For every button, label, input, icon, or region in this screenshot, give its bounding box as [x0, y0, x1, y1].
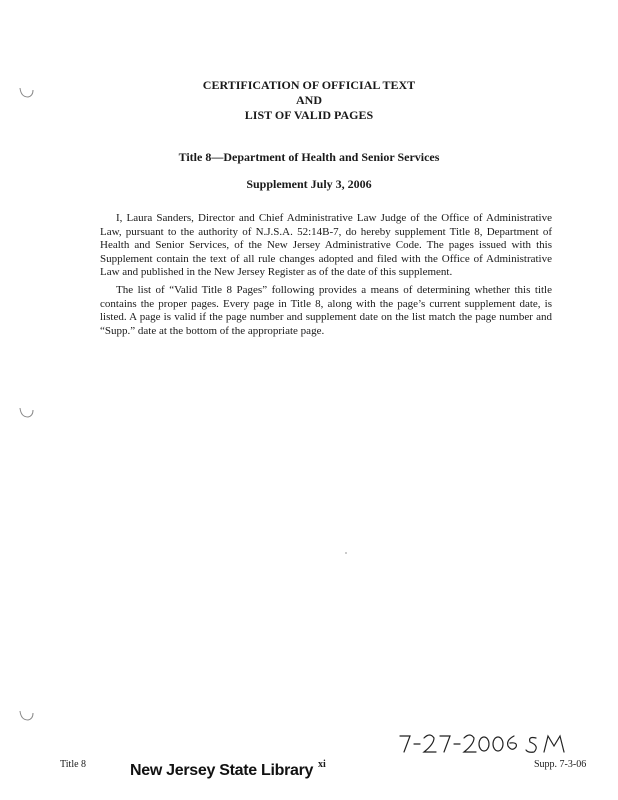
title-line-3: LIST OF VALID PAGES: [244, 108, 374, 122]
paragraph-1-text: I, Laura Sanders, Director and Chief Administrative Law Judge of the Office of Administrative Law, pursuant to the authority of N.J.S.A. 52:14B-7, do hereby supplement Title 8, Department of Health and Senior Services, of the New Jersey Administrative Code. The pages issued with this Supplement contain the text of all rule changes adopted and filed with the Office of Administrative Law and published in the New Jersey Register as of the date of this supplement.: [100, 212, 552, 279]
punch-hole-icon: [18, 402, 36, 420]
supplement-heading: Supplement July 3, 2006: [246, 177, 372, 191]
title-line-1: CERTIFICATION OF OFFICIAL TEXT: [202, 78, 416, 92]
punch-hole-icon: [18, 705, 36, 723]
handwritten-signature-icon: [396, 728, 576, 756]
certification-paragraph: [100, 212, 552, 280]
paragraph-2-text: The list of “Valid Title 8 Pages” following provides a means of determining whether this title contains the proper pages. Every page in Title 8, along with the page’s current supplement date, is listed. A page is valid if the page number and supplement date on the list match the page number and “Supp.” date at the bottom of the appropriate page.: [100, 284, 552, 337]
valid-pages-paragraph: [100, 284, 552, 338]
certification-title: [0, 78, 618, 123]
footer-title: Title 8: [60, 759, 87, 770]
footer-page-number: xi: [318, 759, 326, 770]
department-heading: Title 8—Department of Health and Senior Services: [178, 150, 440, 164]
library-stamp: New Jersey State Library: [130, 762, 314, 779]
scan-speck: [345, 552, 347, 554]
title-line-2: AND: [296, 93, 322, 107]
footer-supplement-date: Supp. 7-3-06: [534, 759, 587, 770]
